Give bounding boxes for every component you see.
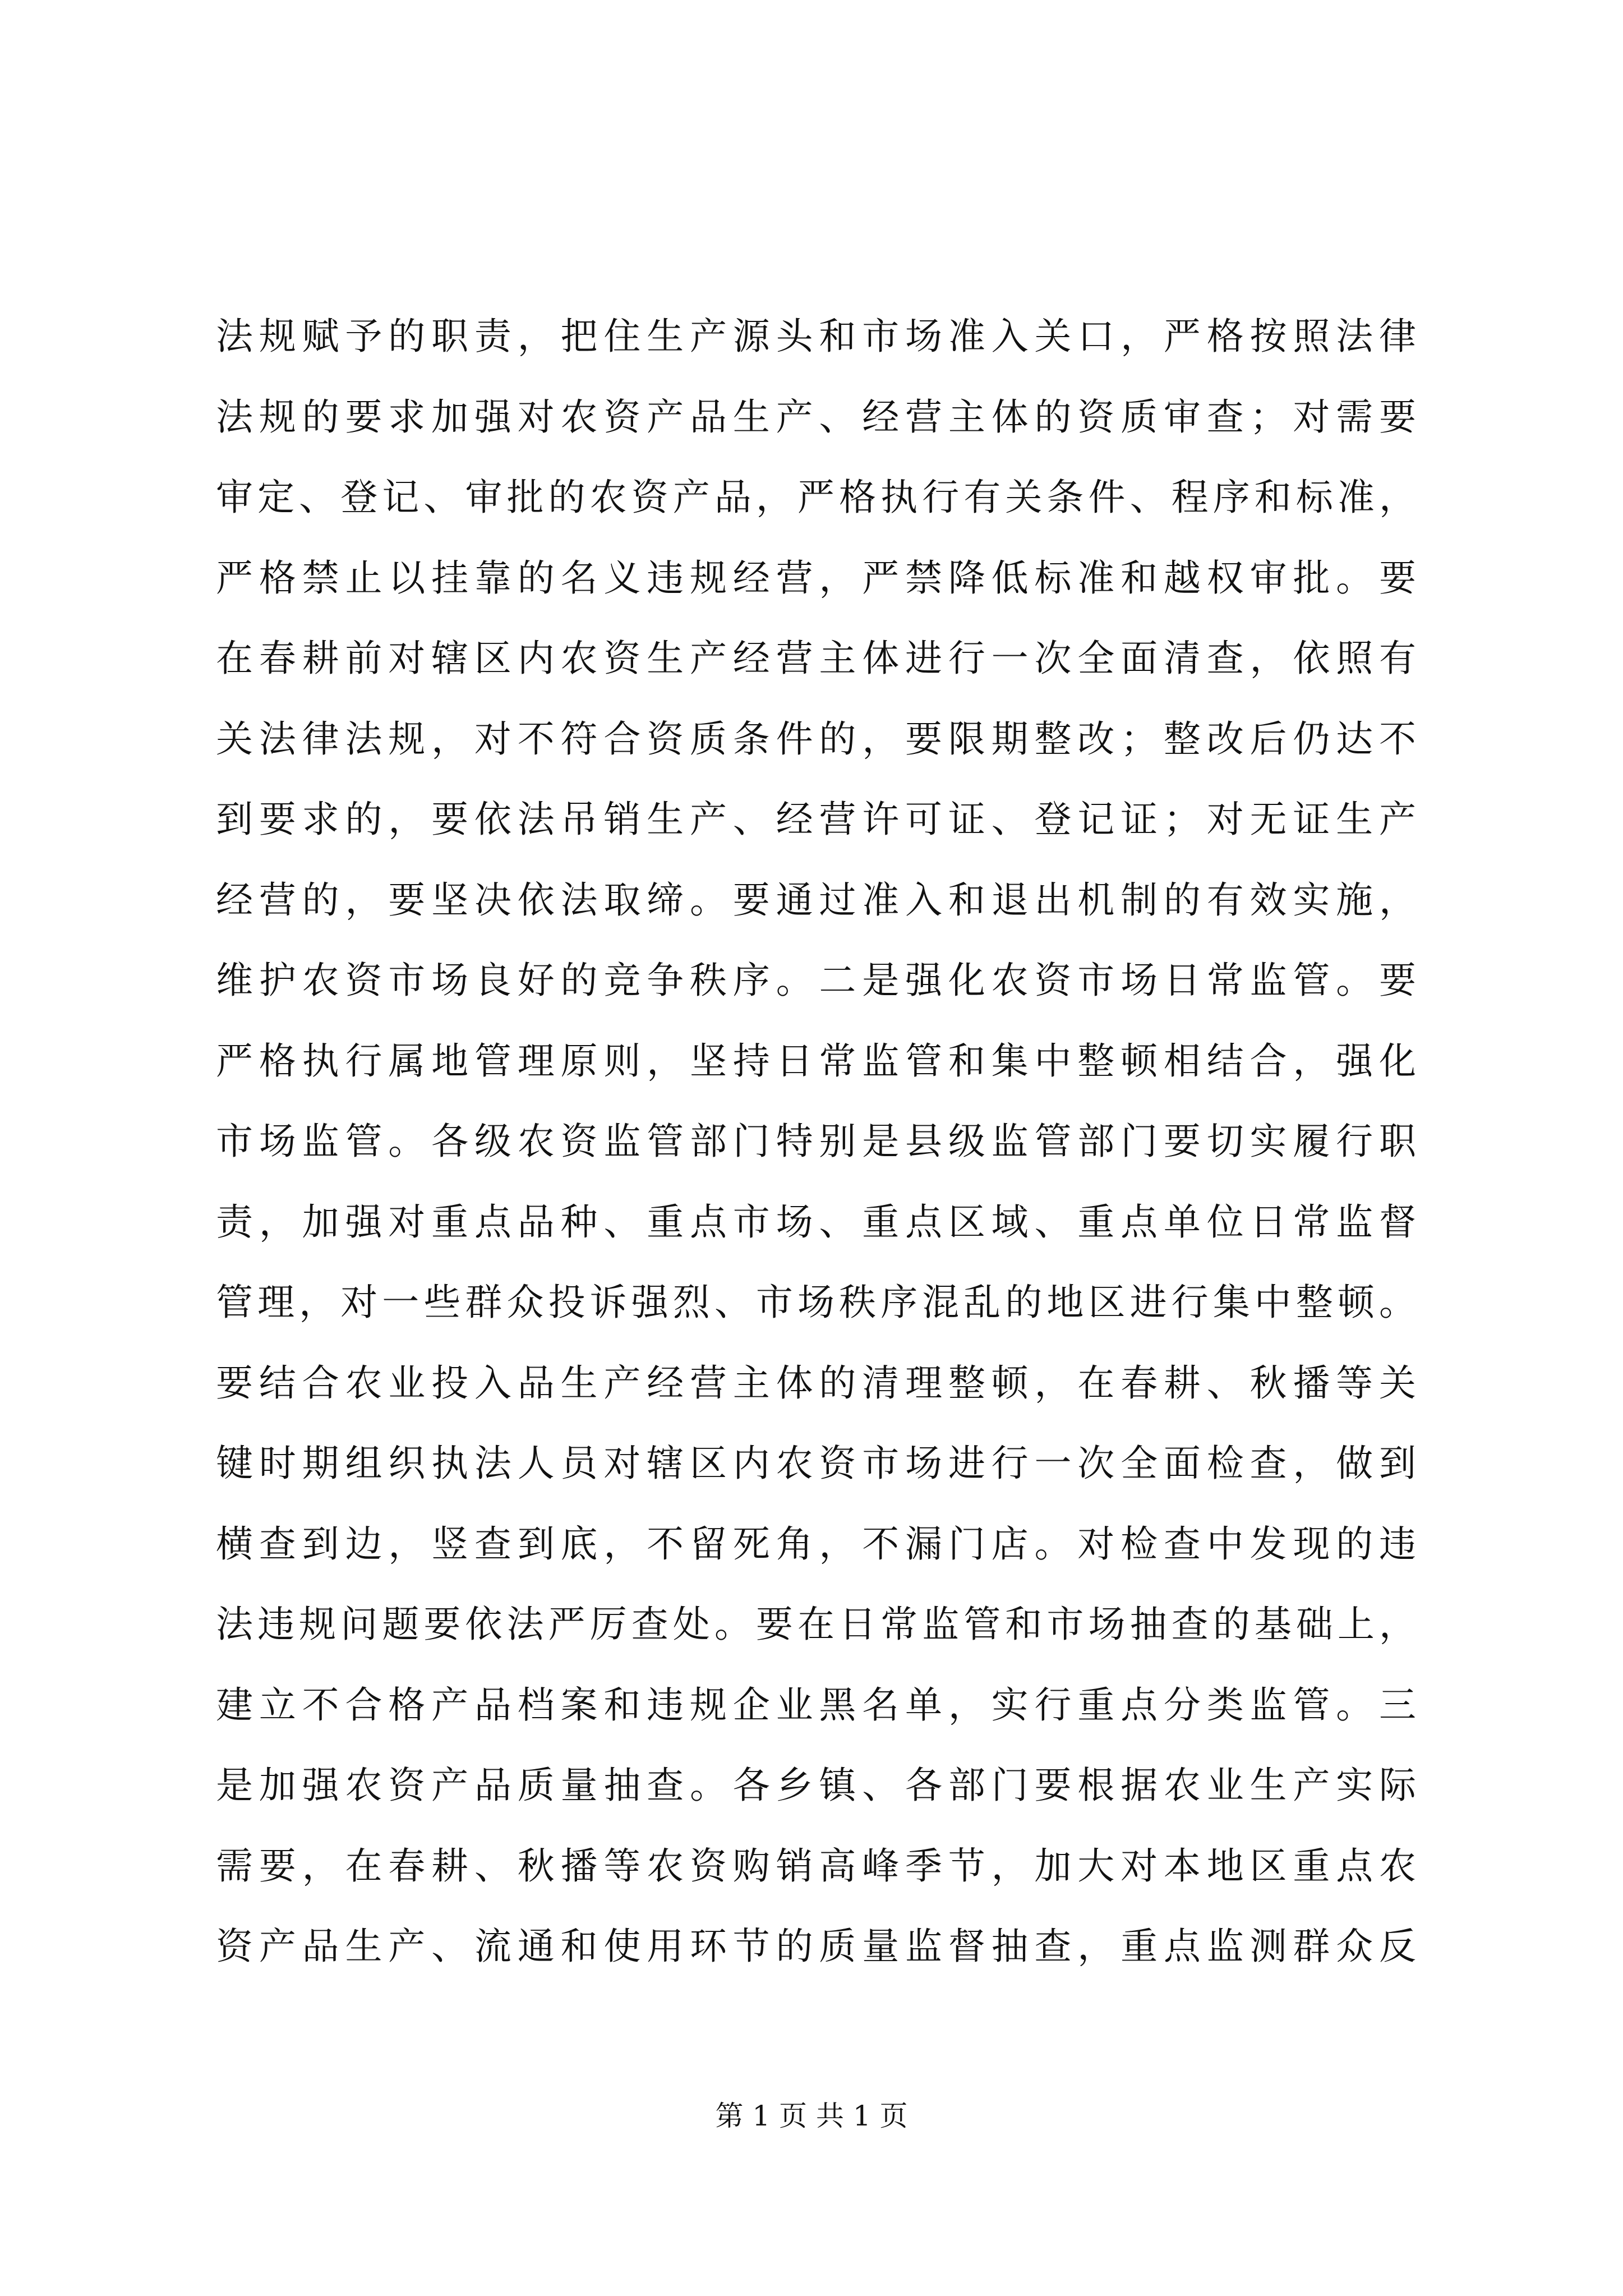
text-line: 法规的要求加强对农资产品生产、经营主体的资质审查；对需要: [216, 395, 1416, 439]
text-line: 关法律法规，对不符合资质条件的，要限期整改；整改后仍达不: [216, 717, 1416, 761]
page-number-label: 第 1 页 共 1 页: [715, 2100, 908, 2132]
text-line: 维护农资市场良好的竞争秩序。二是强化农资市场日常监管。要: [216, 959, 1416, 1002]
text-line: 需要，在春耕、秋播等农资购销高峰季节，加大对本地区重点农: [216, 1844, 1416, 1888]
text-line: 法违规问题要依法严厉查处。要在日常监管和市场抽查的基础上，: [216, 1603, 1416, 1646]
text-line: 市场监管。各级农资监管部门特别是县级监管部门要切实履行职: [216, 1120, 1416, 1163]
text-line: 在春耕前对辖区内农资生产经营主体进行一次全面清查，依照有: [216, 637, 1416, 680]
text-line: 经营的，要坚决依法取缔。要通过准入和退出机制的有效实施，: [216, 878, 1416, 922]
text-line: 建立不合格产品档案和违规企业黑名单，实行重点分类监管。三: [216, 1683, 1416, 1727]
text-line: 严格禁止以挂靠的名义违规经营，严禁降低标准和越权审批。要: [216, 556, 1416, 600]
text-line: 法规赋予的职责，把住生产源头和市场准入关口，严格按照法律: [216, 315, 1416, 358]
body-text: [216, 296, 1416, 1987]
text-line: 到要求的，要依法吊销生产、经营许可证、登记证；对无证生产: [216, 798, 1416, 841]
text-line: 资产品生产、流通和使用环节的质量监督抽查，重点监测群众反: [216, 1925, 1416, 1968]
text-line: 是加强农资产品质量抽查。各乡镇、各部门要根据农业生产实际: [216, 1764, 1416, 1807]
text-line: 审定、登记、审批的农资产品，严格执行有关条件、程序和标准，: [216, 476, 1416, 519]
text-line: 要结合农业投入品生产经营主体的清理整顿，在春耕、秋播等关: [216, 1361, 1416, 1405]
text-line: 横查到边，竖查到底，不留死角，不漏门店。对检查中发现的违: [216, 1522, 1416, 1566]
text-line: 责，加强对重点品种、重点市场、重点区域、重点单位日常监督: [216, 1200, 1416, 1244]
page-footer: [0, 2099, 1623, 2133]
text-line: 管理，对一些群众投诉强烈、市场秩序混乱的地区进行集中整顿。: [216, 1281, 1416, 1324]
text-line: 键时期组织执法人员对辖区内农资市场进行一次全面检查，做到: [216, 1442, 1416, 1485]
text-line: 严格执行属地管理原则，坚持日常监管和集中整顿相结合，强化: [216, 1039, 1416, 1083]
